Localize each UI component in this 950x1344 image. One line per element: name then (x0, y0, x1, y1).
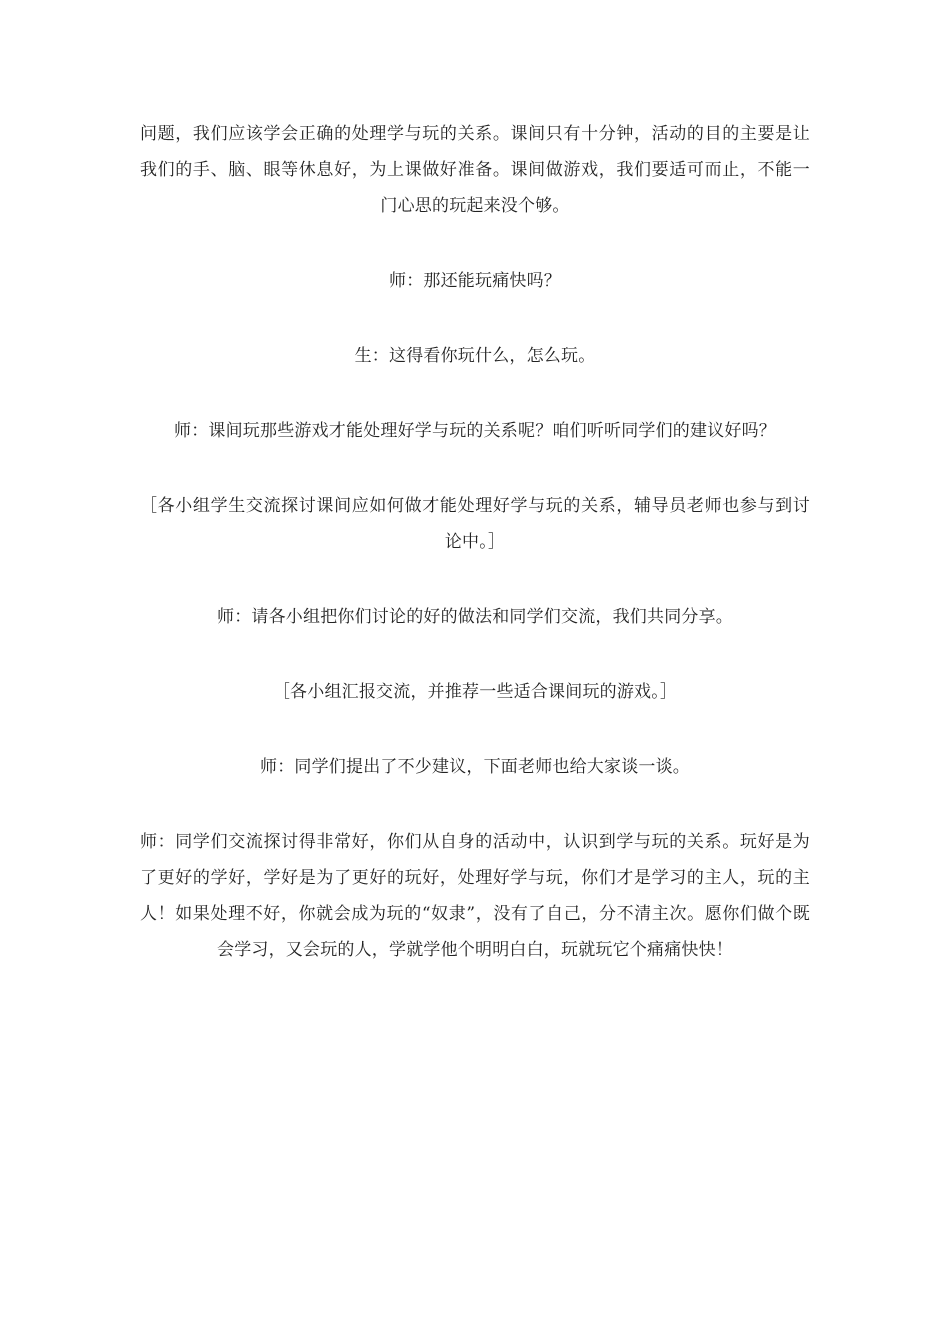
paragraph-stage-direction-report: ［各小组汇报交流，并推荐一些适合课间玩的游戏。］ (272, 682, 678, 702)
paragraph-teacher-transition: 师：同学们提出了不少建议，下面老师也给大家谈一谈。 (260, 757, 690, 777)
paragraph-intro: 问题，我们应该学会正确的处理学与玩的关系。课间只有十分钟，活动的目的主要是让我们的手、脑、眼等休息好，为上课做好准备。课间做游戏，我们要适可而止，不能一门心思的玩起来没个够。 (140, 124, 810, 216)
paragraph-teacher-share: 师：请各小组把你们讨论的好的做法和同学们交流，我们共同分享。 (217, 607, 733, 627)
paragraph-teacher-conclusion: 师：同学们交流探讨得非常好，你们从自身的活动中，认识到学与玩的关系。玩好是为了更好的学好，学好是为了更好的玩好，处理好学与玩，你们才是学习的主人，玩的主人！如果处理不好，你就会成为玩的“奴隶”，没有了自己，分不清主次。愿你们做个既会学习，又会玩的人，学就学他个明明白白，玩就玩它个痛痛快快！ (140, 832, 810, 960)
paragraph-teacher-question: 师：那还能玩痛快吗？ (389, 271, 561, 291)
document-body (140, 116, 810, 968)
paragraph-student-answer: 生：这得看你玩什么，怎么玩。 (354, 346, 596, 366)
paragraph-teacher-prompt: 师：课间玩那些游戏才能处理好学与玩的关系呢？咱们听听同学们的建议好吗？ (174, 421, 776, 441)
paragraph-stage-direction-discussion: ［各小组学生交流探讨课间应如何做才能处理好学与玩的关系，辅导员老师也参与到讨论中。］ (140, 496, 810, 552)
